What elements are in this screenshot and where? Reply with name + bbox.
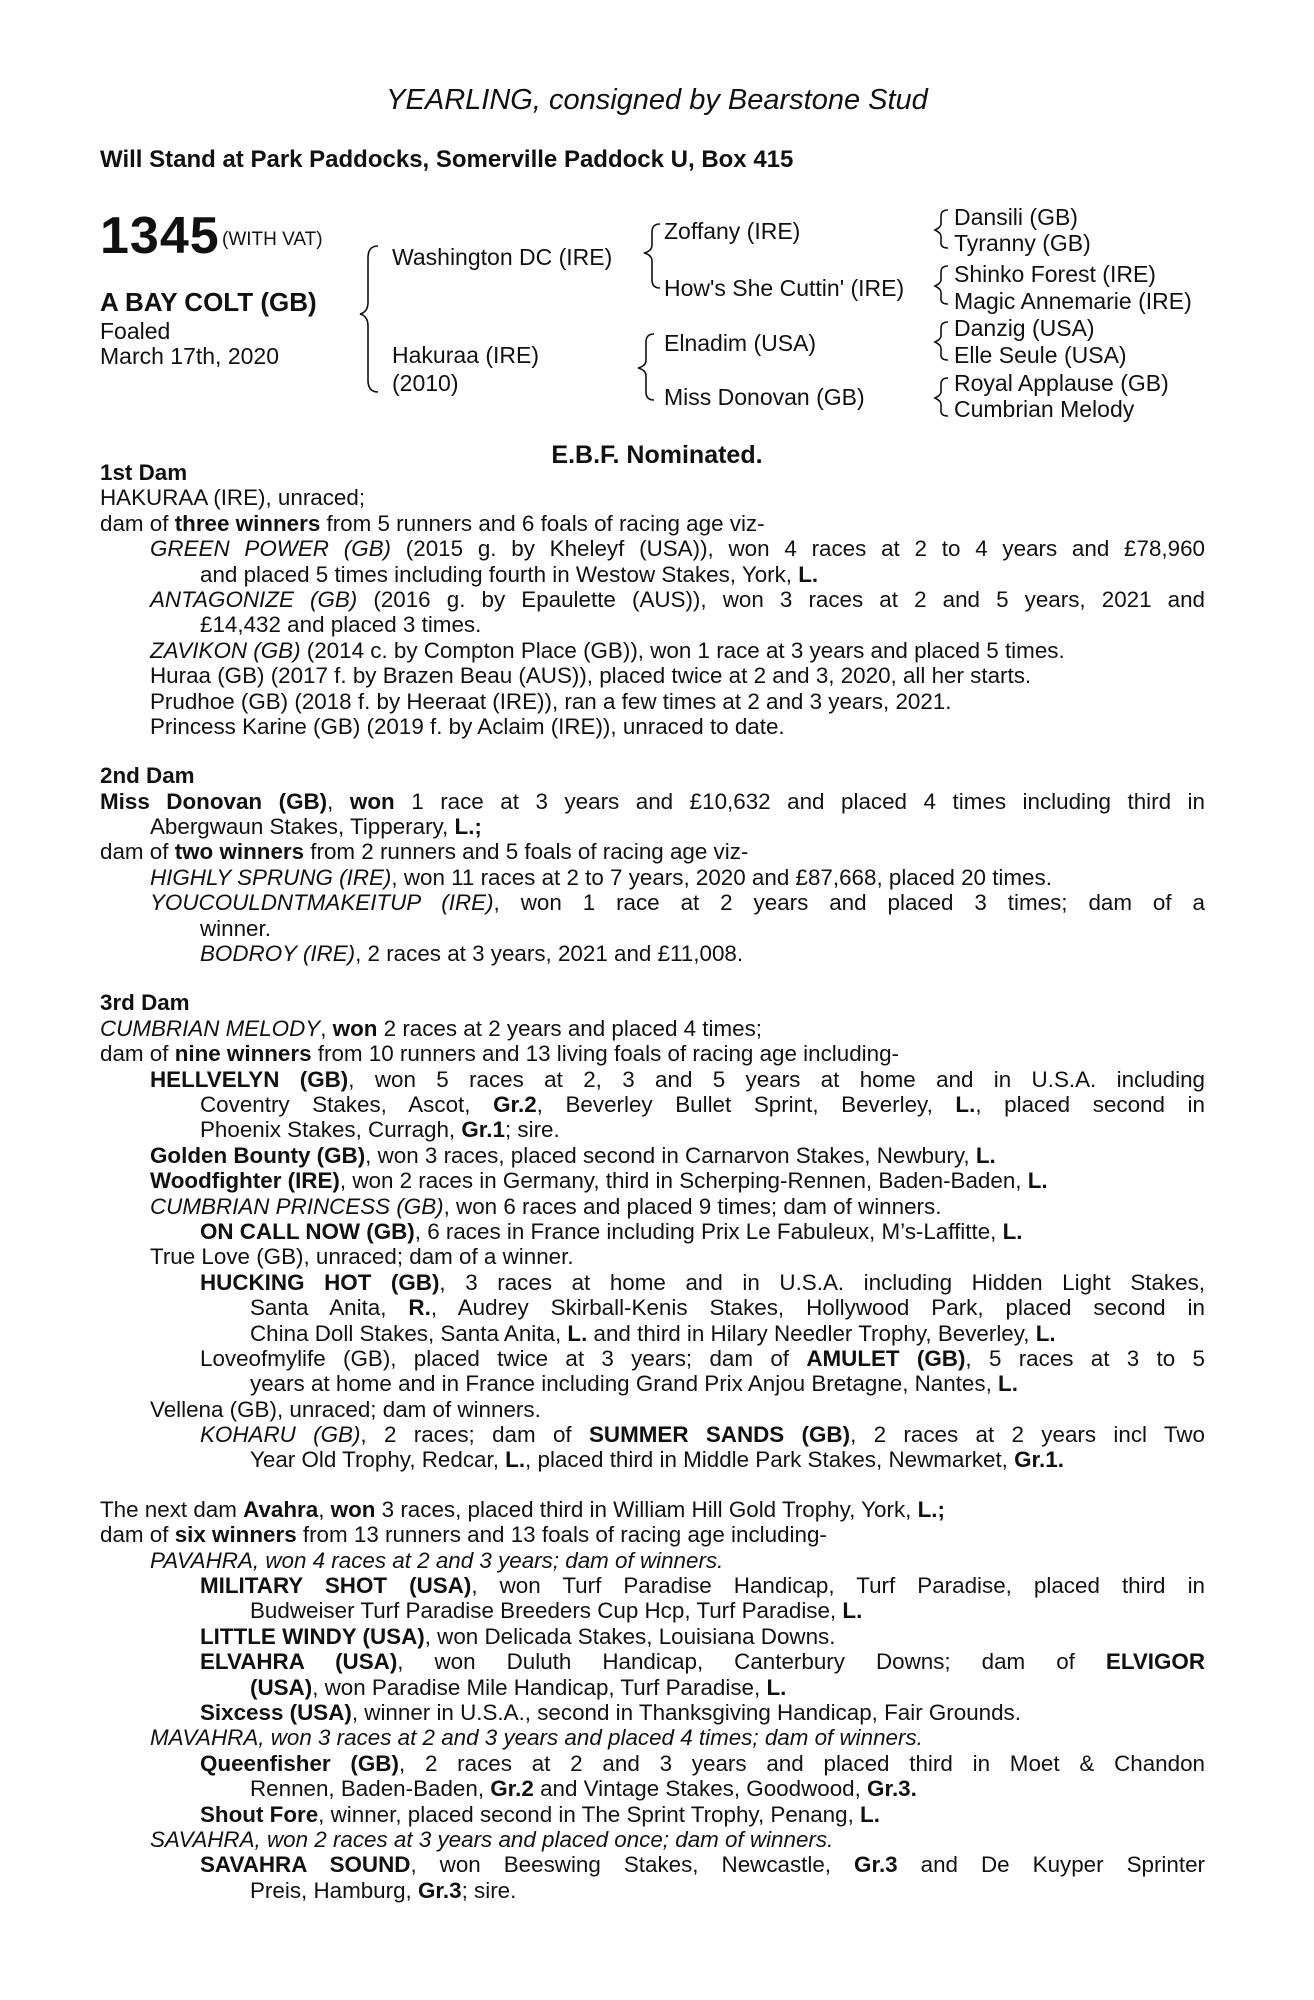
produce-antagonize-cont: £14,432 and placed 3 times. <box>200 612 482 638</box>
produce-savahra-sound: SAVAHRA SOUND, won Beeswing Stakes, Newcastle, Gr.3 and De Kuyper Sprinter <box>200 1852 1205 1878</box>
produce-mavahra: MAVAHRA, won 3 races at 2 and 3 years and placed 4 times; dam of winners. <box>150 1725 923 1751</box>
produce-hucking-hot-cont: Santa Anita, R., Audrey Skirball-Kenis Stakes, Hollywood Park, placed second in <box>250 1295 1205 1321</box>
bracket-dd <box>935 378 948 416</box>
pedigree-dam-year: (2010) <box>392 370 459 396</box>
first-dam-summary: dam of three winners from 5 runners and 6 foals of racing age viz- <box>100 510 765 536</box>
second-dam-summary: dam of two winners from 2 runners and 5 foals of racing age viz- <box>100 839 749 865</box>
second-dam-record: Miss Donovan (GB), won 1 race at 3 years and £10,632 and placed 4 times including third in <box>100 788 1205 814</box>
pedigree-sire-sire: Zoffany (IRE) <box>664 218 801 244</box>
produce-on-call-now: ON CALL NOW (GB), 6 races in France including Prix Le Fabuleux, M’s-Laffitte, L. <box>200 1218 1023 1244</box>
produce-hucking-hot-cont2: China Doll Stakes, Santa Anita, L. and third in Hilary Needler Trophy, Beverley, L. <box>250 1320 1056 1346</box>
produce-hucking-hot: HUCKING HOT (GB), 3 races at home and in U.S.A. including Hidden Light Stakes, <box>200 1269 1205 1295</box>
produce-green-power: GREEN POWER (GB) (2015 g. by Kheleyf (USA)), won 4 races at 2 to 4 years and £78,960 <box>150 536 1205 562</box>
produce-shout-fore: Shout Fore, winner, placed second in The Sprint Trophy, Penang, L. <box>200 1801 880 1827</box>
produce-military-shot: MILITARY SHOT (USA), won Turf Paradise Handicap, Turf Paradise, placed third in <box>200 1573 1205 1599</box>
bracket-sire <box>644 224 660 288</box>
produce-antagonize: ANTAGONIZE (GB) (2016 g. by Epaulette (AUS)), won 3 races at 2 and 5 years, 2021 and <box>150 586 1205 612</box>
produce-little-windy: LITTLE WINDY (USA), won Delicada Stakes, Louisiana Downs. <box>200 1623 836 1649</box>
produce-true-love: True Love (GB), unraced; dam of a winner. <box>150 1244 574 1270</box>
pedigree-sire: Washington DC (IRE) <box>392 244 613 270</box>
next-dam-record: The next dam Avahra, won 3 races, placed third in William Hill Gold Trophy, York, L.; <box>100 1496 945 1522</box>
produce-cumbrian-princess: CUMBRIAN PRINCESS (GB), won 6 races and placed 9 times; dam of winners. <box>150 1193 942 1219</box>
produce-elvahra: ELVAHRA (USA), won Duluth Handicap, Canterbury Downs; dam of ELVIGOR <box>200 1649 1205 1675</box>
produce-vellena: Vellena (GB), unraced; dam of winners. <box>150 1396 541 1422</box>
pedigree-sire-dam: How's She Cuttin' (IRE) <box>664 275 905 301</box>
second-dam-record-cont: Abergwaun Stakes, Tipperary, L.; <box>150 814 482 840</box>
produce-loveofmylife: Loveofmylife (GB), placed twice at 3 years; dam of AMULET (GB), 5 races at 3 to 5 <box>200 1345 1205 1371</box>
produce-savahra-sound-cont: Preis, Hamburg, Gr.3; sire. <box>250 1877 517 1903</box>
pedigree-dam-dam: Miss Donovan (GB) <box>664 384 865 410</box>
produce-golden-bounty: Golden Bounty (GB), won 3 races, placed second in Carnarvon Stakes, Newbury, L. <box>150 1142 996 1168</box>
pedigree-g3-1: Dansili (GB) <box>954 204 1078 230</box>
pedigree-dam-sire: Elnadim (USA) <box>664 330 817 356</box>
produce-pavahra: PAVAHRA, won 4 races at 2 and 3 years; dam of winners. <box>150 1547 724 1573</box>
lot-number: 1345 <box>100 207 220 265</box>
third-dam-heading: 3rd Dam <box>100 990 190 1016</box>
next-dam-summary: dam of six winners from 13 runners and 13 foals of racing age including- <box>100 1522 827 1548</box>
produce-zavikon: ZAVIKON (GB) (2014 c. by Compton Place (GB)), won 1 race at 3 years and placed 5 times. <box>150 637 1065 663</box>
pedigree-g3-3: Shinko Forest (IRE) <box>954 261 1156 287</box>
bracket-sd <box>935 266 948 304</box>
pedigree-g3-4: Magic Annemarie (IRE) <box>954 288 1192 314</box>
produce-savahra: SAVAHRA, won 2 races at 3 years and placed once; dam of winners. <box>150 1826 834 1852</box>
ebf-nominated: E.B.F. Nominated. <box>551 441 763 469</box>
produce-hellvelyn: HELLVELYN (GB), won 5 races at 2, 3 and 5 years at home and in U.S.A. including <box>150 1066 1205 1092</box>
pedigree-g3-5: Danzig (USA) <box>954 315 1095 341</box>
produce-hellvelyn-cont2: Phoenix Stakes, Curragh, Gr.1; sire. <box>200 1117 560 1143</box>
pedigree-g3-8: Cumbrian Melody <box>954 396 1135 422</box>
produce-hellvelyn-cont: Coventry Stakes, Ascot, Gr.2, Beverley Bullet Sprint, Beverley, L., placed second in <box>200 1091 1205 1117</box>
vat-note: (WITH VAT) <box>222 229 323 250</box>
produce-youcouldntmakeitup: YOUCOULDNTMAKEITUP (IRE), won 1 race at 2 years and placed 3 times; dam of a <box>150 890 1205 916</box>
produce-elvigor-cont: (USA), won Paradise Mile Handicap, Turf Paradise, L. <box>250 1674 787 1700</box>
bracket-ss <box>935 210 948 248</box>
produce-highly-sprung: HIGHLY SPRUNG (IRE), won 11 races at 2 to 7 years, 2020 and £87,668, placed 20 times. <box>150 864 1052 890</box>
produce-record <box>100 460 1205 1903</box>
produce-bodroy: BODROY (IRE), 2 races at 3 years, 2021 and £11,008. <box>200 941 744 967</box>
first-dam-heading: 1st Dam <box>100 460 188 485</box>
produce-summer-sands-cont: Year Old Trophy, Redcar, L., placed third in Middle Park Stakes, Newmarket, Gr.1. <box>250 1447 1064 1473</box>
produce-amulet-cont: years at home and in France including Grand Prix Anjou Bretagne, Nantes, L. <box>250 1371 1018 1397</box>
bracket-dam <box>638 334 654 400</box>
produce-youcouldntmakeitup-cont: winner. <box>200 915 271 941</box>
produce-woodfighter: Woodfighter (IRE), won 2 races in Germany, third in Scherping-Rennen, Baden-Baden, L. <box>150 1168 1048 1194</box>
pedigree-g3-6: Elle Seule (USA) <box>954 342 1127 368</box>
produce-huraa: Huraa (GB) (2017 f. by Brazen Beau (AUS)), placed twice at 2 and 3, 2020, all her starts. <box>150 663 1032 689</box>
produce-queenfisher: Queenfisher (GB), 2 races at 2 and 3 years and placed third in Moet & Chandon <box>200 1750 1205 1776</box>
third-dam-summary: dam of nine winners from 10 runners and 13 living foals of racing age including- <box>100 1041 900 1067</box>
first-dam-intro: HAKURAA (IRE), unraced; <box>100 485 366 511</box>
produce-green-power-cont: and placed 5 times including fourth in Westow Stakes, York, L. <box>200 561 819 587</box>
pedigree-g3-7: Royal Applause (GB) <box>954 370 1169 396</box>
produce-sixcess: Sixcess (USA), winner in U.S.A., second in Thanksgiving Handicap, Fair Grounds. <box>200 1699 1021 1725</box>
second-dam-heading: 2nd Dam <box>100 763 195 789</box>
produce-military-shot-cont: Budweiser Turf Paradise Breeders Cup Hcp, Turf Paradise, L. <box>250 1598 863 1624</box>
pedigree-g3-2: Tyranny (GB) <box>954 230 1091 256</box>
foaled-date: March 17th, 2020 <box>100 343 280 369</box>
pedigree-dam: Hakuraa (IRE) <box>392 342 539 368</box>
bracket-ds <box>935 322 948 360</box>
lot-description: A BAY COLT (GB) <box>100 287 317 317</box>
produce-princess-karine: Princess Karine (GB) (2019 f. by Aclaim (IRE)), unraced to date. <box>150 713 785 739</box>
produce-koharu: KOHARU (GB), 2 races; dam of SUMMER SANDS (GB), 2 races at 2 years incl Two <box>200 1422 1205 1448</box>
stabling-location: Will Stand at Park Paddocks, Somerville Paddock U, Box 415 <box>100 146 794 173</box>
bracket-main <box>360 246 378 392</box>
foaled-label: Foaled <box>100 318 171 344</box>
produce-queenfisher-cont: Rennen, Baden-Baden, Gr.2 and Vintage Stakes, Goodwood, Gr.3. <box>250 1776 917 1802</box>
produce-prudhoe: Prudhoe (GB) (2018 f. by Heeraat (IRE)), ran a few times at 2 and 3 years, 2021. <box>150 688 952 714</box>
catalogue-subtitle: YEARLING, consigned by Bearstone Stud <box>386 84 928 116</box>
third-dam-record: CUMBRIAN MELODY, won 2 races at 2 years and placed 4 times; <box>100 1015 763 1041</box>
